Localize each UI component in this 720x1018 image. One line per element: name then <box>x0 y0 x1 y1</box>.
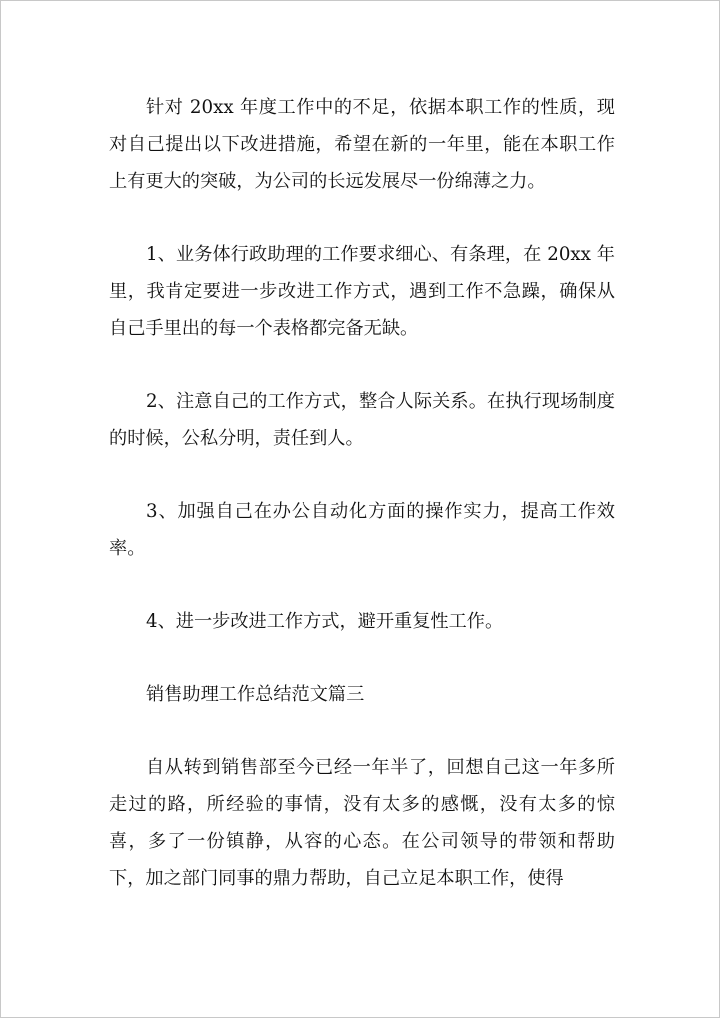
paragraph-gap <box>109 713 615 749</box>
paragraph-gap <box>109 567 615 603</box>
paragraph-item-2: 2、注意自己的工作方式，整合人际关系。在执行现场制度的时候，公私分明，责任到人。 <box>109 391 615 449</box>
paragraph-gap <box>109 457 615 493</box>
paragraph-gap <box>109 347 615 383</box>
paragraph-section-3-body: 自从转到销售部至今已经一年半了，回想自己这一年多所走过的路，所经验的事情，没有太多的感慨，没有太多的惊喜，多了一份镇静，从容的心态。在公司领导的带领和帮助下，加之部门同事的鼎力帮助，自己立足本职工作，使得 <box>109 757 615 889</box>
paragraph-gap <box>109 200 615 236</box>
paragraph-item-4: 4、进一步改进工作方式，避开重复性工作。 <box>146 611 504 632</box>
paragraph-gap <box>109 640 615 676</box>
paragraph-improvement-intro: 针对 20xx 年度工作中的不足，依据本职工作的性质，现对自己提出以下改进措施，希望在新的一年里，能在本职工作上有更大的突破，为公司的长远发展尽一份绵薄之力。 <box>109 97 615 192</box>
paragraph-item-3: 3、加强自己在办公自动化方面的操作实力，提高工作效率。 <box>109 501 615 559</box>
paragraph-item-1: 1、业务体行政助理的工作要求细心、有条理，在 20xx 年里，我肯定要进一步改进工作方式，遇到工作不急躁，确保从自己手里出的每一个表格都完备无缺。 <box>109 244 615 339</box>
document-body <box>109 89 615 897</box>
section-heading: 销售助理工作总结范文篇三 <box>146 684 365 705</box>
